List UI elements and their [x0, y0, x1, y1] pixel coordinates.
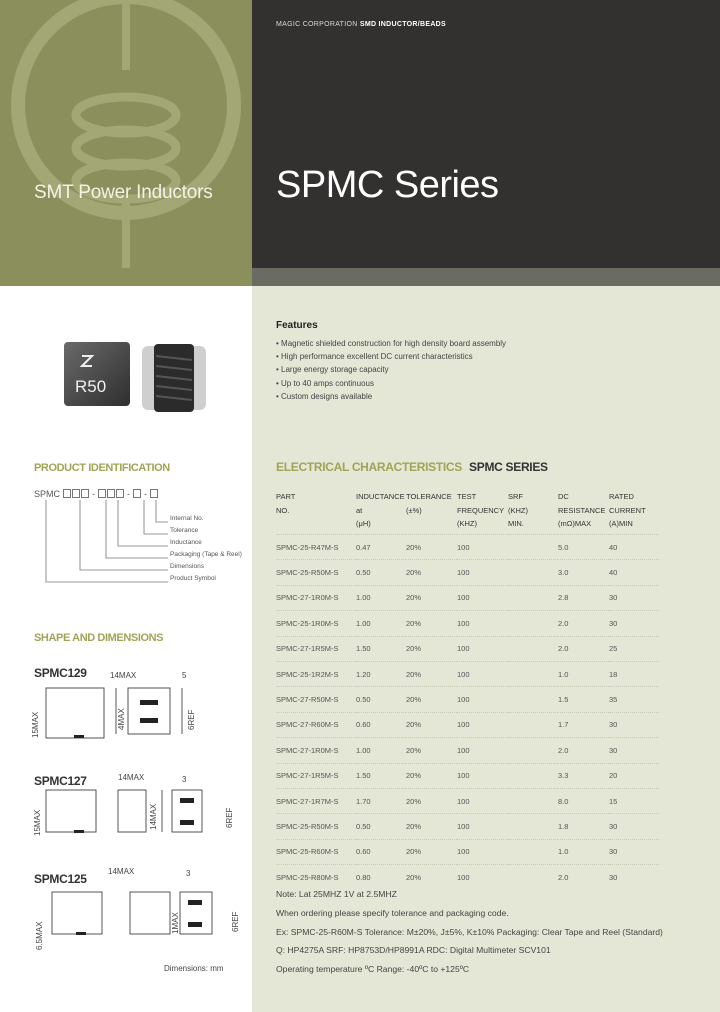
table-cell: SPMC-25-R47M-S [276, 535, 356, 560]
product-identification-title: PRODUCT IDENTIFICATION [34, 462, 170, 474]
table-cell: 1.8 [558, 814, 609, 839]
dim-small: 5 [182, 671, 187, 680]
col-header-part: PART NO. [276, 492, 296, 515]
table-cell: 30 [609, 611, 659, 636]
table-cell: SPMC-25-1R0M-S [276, 611, 356, 636]
pid-label-internal-no: Internal No. [170, 515, 204, 522]
dim-top: 14MAX [108, 867, 135, 876]
table-cell: 100 [457, 839, 508, 864]
dim-small: 3 [186, 869, 191, 878]
shape-dimensions-title: SHAPE AND DIMENSIONS [34, 632, 164, 644]
table-cell: 3.0 [558, 560, 609, 585]
table-cell: 2.0 [558, 738, 609, 763]
table-row [276, 839, 659, 864]
dim-side: 15MAX [33, 809, 42, 836]
col-header-inductance: INDUCTANCE at (μH) [356, 492, 405, 528]
table-cell: 0.60 [356, 712, 406, 737]
dim-right: 6REF [231, 911, 240, 932]
table-cell: 30 [609, 865, 659, 890]
product-code-pattern: SPMC - - - [34, 489, 159, 499]
table-cell: SPMC-27-R60M-S [276, 712, 356, 737]
brand-line [276, 21, 446, 28]
electrical-title-text: ELECTRICAL CHARACTERISTICS [276, 460, 462, 474]
table-cell: 1.7 [558, 712, 609, 737]
note-line: When ordering please specify tolerance and packaging code. [276, 907, 509, 918]
electrical-series-label: SPMC SERIES [469, 460, 548, 474]
feature-item: • Magnetic shielded construction for high density board assembly [276, 337, 506, 350]
table-cell: 20% [406, 814, 457, 839]
identification-leader-lines [34, 498, 254, 588]
dim-depth: 14MAX [149, 803, 158, 830]
table-cell: 2.0 [558, 611, 609, 636]
col-header-tolerance: TOLERANCE (±%) [406, 492, 452, 515]
table-cell [508, 535, 558, 560]
table-cell: 100 [457, 712, 508, 737]
electrical-table [276, 490, 659, 889]
dim-side: 6.5MAX [35, 921, 44, 950]
table-cell: 20% [406, 839, 457, 864]
table-cell: 20% [406, 738, 457, 763]
table-cell: 20 [609, 763, 659, 788]
pid-label-dimensions: Dimensions [170, 563, 204, 570]
table-cell: 1.00 [356, 611, 406, 636]
note-line: Ex: SPMC-25-R60M-S Tolerance: M±20%, J±5%, K±10% Packaging: Clear Tape and Reel (Standard) [276, 926, 663, 937]
table-cell: 0.60 [356, 839, 406, 864]
dim-small: 3 [182, 775, 187, 784]
table-row [276, 738, 659, 763]
col-header-test-frequency: TEST FREQUENCY (KHZ) [457, 492, 505, 528]
table-cell: 20% [406, 687, 457, 712]
dim-right: 6REF [225, 807, 234, 828]
table-cell: SPMC-27-R50M-S [276, 687, 356, 712]
table-cell: 20% [406, 636, 457, 661]
feature-item: • Up to 40 amps continuous [276, 377, 506, 390]
dim-top: 14MAX [110, 671, 137, 680]
table-cell: 20% [406, 560, 457, 585]
feature-item: • Custom designs available [276, 390, 506, 403]
col-header-dc-resistance: DC RESISTANCE (mΩ)MAX [558, 492, 606, 528]
table-cell: 0.50 [356, 560, 406, 585]
table-cell: 20% [406, 535, 457, 560]
dim-right: 6REF [187, 709, 196, 730]
table-cell: 30 [609, 738, 659, 763]
table-cell: 20% [406, 661, 457, 686]
table-cell: 3.3 [558, 763, 609, 788]
table-cell: 20% [406, 585, 457, 610]
pid-label-tolerance: Tolerance [170, 527, 199, 534]
table-cell: 1.20 [356, 661, 406, 686]
table-cell: 20% [406, 712, 457, 737]
table-cell: 100 [457, 585, 508, 610]
table-cell [508, 636, 558, 661]
product-code-prefix: SPMC [34, 489, 61, 499]
dim-side: 15MAX [31, 711, 40, 738]
pid-label-inductance: Inductance [170, 539, 202, 546]
note-line: Note: Lat 25MHZ 1V at 2.5MHZ [276, 889, 397, 899]
table-cell: 20% [406, 611, 457, 636]
dim-depth: 4MAX [117, 708, 126, 730]
table-cell: 30 [609, 585, 659, 610]
table-cell: 30 [609, 839, 659, 864]
table-cell [508, 788, 558, 813]
table-cell: 40 [609, 535, 659, 560]
table-cell: 100 [457, 661, 508, 686]
coil-logo-graphic [0, 0, 252, 268]
table-header-row [276, 490, 659, 535]
table-cell: 100 [457, 788, 508, 813]
table-cell: 2.0 [558, 636, 609, 661]
electrical-title [276, 460, 548, 474]
table-cell: 20% [406, 763, 457, 788]
product-photo [62, 336, 210, 416]
brand-line-bold: SMD INDUCTOR/BEADS [359, 21, 447, 28]
table-cell: 1.50 [356, 763, 406, 788]
table-cell: 1.70 [356, 788, 406, 813]
table-cell: 100 [457, 636, 508, 661]
pid-label-product-symbol: Product Symbol [170, 575, 216, 582]
table-cell: SPMC-25-R80M-S [276, 865, 356, 890]
dimension-drawing-spmc125 [34, 866, 246, 956]
notes-block [276, 885, 663, 979]
table-cell: SPMC-25-R50M-S [276, 560, 356, 585]
table-cell [508, 763, 558, 788]
col-header-srf: SRF (KHZ) MIN. [508, 492, 528, 528]
table-cell: 100 [457, 865, 508, 890]
table-row [276, 712, 659, 737]
features-list [276, 337, 506, 403]
table-row [276, 585, 659, 610]
dimension-drawing-spmc129 [31, 666, 246, 756]
table-row [276, 636, 659, 661]
table-cell: 1.00 [356, 585, 406, 610]
note-line: Operating temperature ºC Range: -40ºC to +125ºC [276, 964, 470, 975]
table-cell: 0.47 [356, 535, 406, 560]
inductor-top-view [64, 342, 130, 406]
dimension-drawing-spmc127 [34, 770, 246, 860]
table-cell: 15 [609, 788, 659, 813]
pid-label-packaging: Packaging (Tape & Reel) [170, 551, 242, 558]
table-cell [508, 738, 558, 763]
table-cell: 1.5 [558, 687, 609, 712]
table-cell [508, 560, 558, 585]
table-row [276, 611, 659, 636]
part-name-spmc127: SPMC127 [34, 774, 87, 788]
table-cell: 0.50 [356, 814, 406, 839]
table-cell [508, 687, 558, 712]
part-name-spmc129: SPMC129 [34, 666, 87, 680]
table-row [276, 560, 659, 585]
table-cell [508, 611, 558, 636]
table-cell: 1.00 [356, 738, 406, 763]
table-cell: 1.0 [558, 661, 609, 686]
table-cell: 30 [609, 814, 659, 839]
table-cell: 8.0 [558, 788, 609, 813]
table-cell: SPMC-27-1R0M-S [276, 585, 356, 610]
table-row [276, 763, 659, 788]
table-row [276, 661, 659, 686]
table-cell [508, 712, 558, 737]
table-cell: 20% [406, 788, 457, 813]
table-cell: SPMC-25-R50M-S [276, 814, 356, 839]
table-cell: 100 [457, 763, 508, 788]
table-cell: 2.0 [558, 865, 609, 890]
header-band-right [252, 268, 720, 286]
table-cell: 25 [609, 636, 659, 661]
dim-top: 14MAX [118, 773, 145, 782]
table-cell: SPMC-27-1R5M-S [276, 763, 356, 788]
table-cell [508, 839, 558, 864]
table-cell [508, 585, 558, 610]
table-row [276, 687, 659, 712]
table-cell: 1.50 [356, 636, 406, 661]
part-name-spmc125: SPMC125 [34, 872, 87, 886]
features-title: Features [276, 320, 318, 331]
table-cell: 5.0 [558, 535, 609, 560]
table-cell: SPMC-27-1R0M-S [276, 738, 356, 763]
table-cell: 18 [609, 661, 659, 686]
product-marking: R50 [75, 377, 107, 396]
table-cell: 100 [457, 687, 508, 712]
col-header-rated-current: RATED CURRENT (A)MIN [609, 492, 646, 528]
subtitle: SMT Power Inductors [34, 182, 213, 203]
table-cell: 100 [457, 738, 508, 763]
table-cell: SPMC-25-R60M-S [276, 839, 356, 864]
header-right-panel [252, 0, 720, 268]
table-cell: 20% [406, 865, 457, 890]
feature-item: • Large energy storage capacity [276, 363, 506, 376]
table-cell: SPMC-25-1R2M-S [276, 661, 356, 686]
table-cell: 35 [609, 687, 659, 712]
table-cell: 0.50 [356, 687, 406, 712]
table-cell: 1.0 [558, 839, 609, 864]
table-cell: 100 [457, 814, 508, 839]
table-cell: 2.8 [558, 585, 609, 610]
table-cell: SPMC-27-1R7M-S [276, 788, 356, 813]
dim-depth: 1MAX [171, 912, 180, 934]
table-cell: 100 [457, 535, 508, 560]
table-cell: 0.80 [356, 865, 406, 890]
table-row [276, 535, 659, 560]
table-cell: 100 [457, 560, 508, 585]
table-cell: 40 [609, 560, 659, 585]
brand-line-prefix: MAGIC CORPORATION [276, 21, 358, 28]
feature-item: • High performance excellent DC current characteristics [276, 350, 506, 363]
dimensions-unit-note: Dimensions: mm [164, 964, 224, 973]
header-left-panel [0, 0, 252, 268]
electrical-table-body [276, 535, 659, 890]
table-cell [508, 661, 558, 686]
table-cell: SPMC-27-1R5M-S [276, 636, 356, 661]
table-cell: 30 [609, 712, 659, 737]
table-row [276, 788, 659, 813]
table-row [276, 814, 659, 839]
series-title: SPMC Series [276, 164, 499, 206]
table-cell [508, 814, 558, 839]
table-cell: 100 [457, 611, 508, 636]
note-line: Q: HP4275A SRF: HP8753D/HP8991A RDC: Digital Multimeter SCV101 [276, 945, 551, 956]
